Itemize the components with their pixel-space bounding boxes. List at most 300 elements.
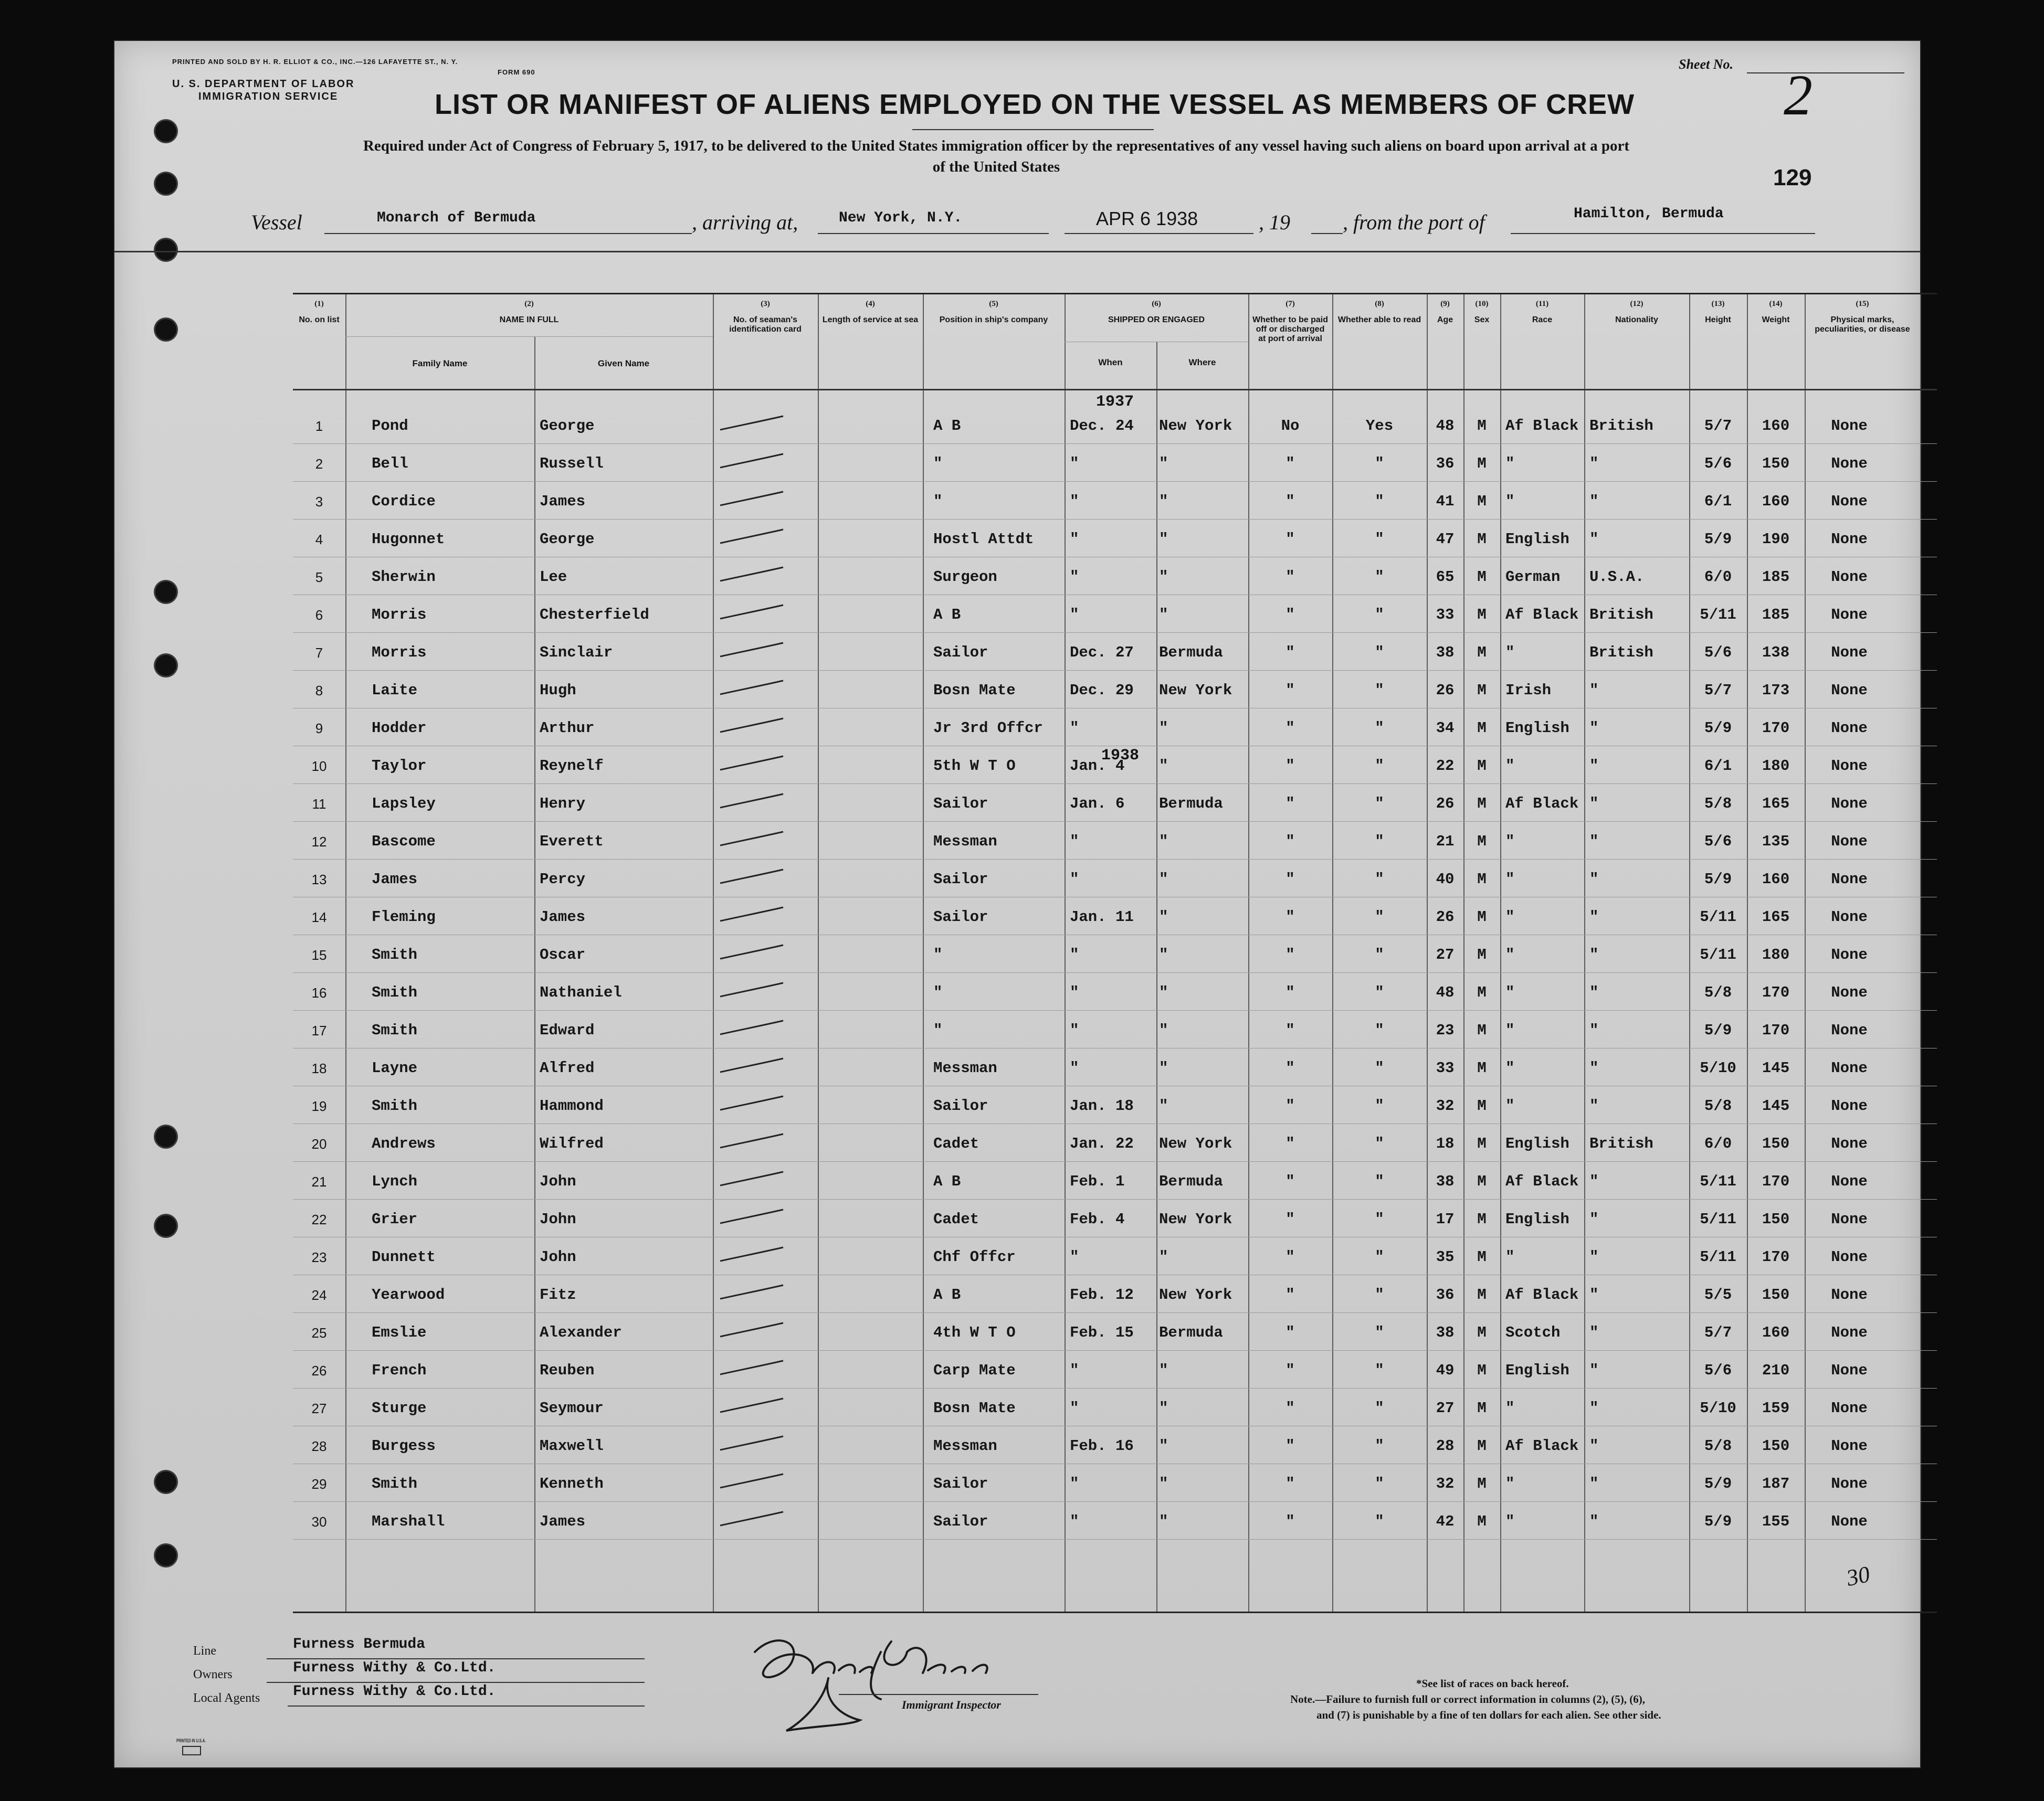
column-header: Age [1437,315,1453,324]
cell-position: Cadet [933,1135,979,1152]
cell-given: James [540,493,586,510]
cell-height: 5/6 [1704,644,1732,661]
cell-family: Taylor [372,757,427,775]
column-header: Race [1532,315,1553,324]
id-card-dash [718,1510,786,1529]
cell-position: Sailor [933,644,988,661]
cell-nat: " [1589,1362,1599,1379]
cell-race: " [1505,984,1515,1001]
cell-given: Fitz [540,1286,576,1304]
cell-paid: " [1286,757,1295,775]
cell-no: 23 [311,1249,327,1265]
cell-position: Sailor [933,871,988,888]
cell-race: " [1505,871,1515,888]
table-row [293,899,1937,936]
column-header: Weight [1762,315,1790,324]
table-row [293,1428,1937,1465]
cell-age: 28 [1436,1437,1455,1455]
cell-where: " [1159,719,1168,737]
cell-sex: M [1477,1022,1487,1039]
cell-given: Nathaniel [540,984,622,1001]
id-card-dash [718,452,786,471]
cell-no: 19 [311,1098,327,1114]
cell-no: 25 [311,1325,327,1341]
cell-where: " [1159,908,1168,926]
id-card-dash [718,1094,786,1113]
cell-age: 32 [1436,1475,1455,1492]
cell-where: " [1159,531,1168,548]
cell-race: " [1505,833,1515,850]
cell-sex: M [1477,1400,1487,1417]
cell-age: 36 [1436,455,1455,472]
cell-marks: None [1831,1362,1868,1379]
column-number: (5) [989,300,998,308]
binder-hole [155,1545,176,1566]
cell-height: 6/1 [1704,757,1732,775]
cell-read: " [1375,795,1384,812]
id-card-dash [718,1396,786,1415]
cell-race: Af Black [1505,795,1579,812]
cell-read: " [1375,1286,1384,1304]
cell-nat: " [1589,871,1599,888]
cell-race: English [1505,1135,1569,1152]
cell-race: Af Black [1505,417,1579,435]
table-row [293,634,1937,671]
cell-marks: None [1831,1135,1868,1152]
cell-age: 23 [1436,1022,1455,1039]
cell-nat: " [1589,1324,1599,1341]
cell-paid: " [1286,946,1295,963]
cell-paid: " [1286,1097,1295,1115]
cell-when: Feb. 4 [1070,1211,1125,1228]
cell-where: " [1159,568,1168,586]
cell-race: Af Black [1505,606,1579,623]
cell-age: 33 [1436,1060,1455,1077]
cell-age: 26 [1436,795,1455,812]
cell-height: 6/1 [1704,493,1732,510]
cell-age: 41 [1436,493,1455,510]
cell-given: Sinclair [540,644,613,661]
cell-age: 27 [1436,1400,1455,1417]
cell-where: Bermuda [1159,1173,1223,1190]
column-number: (15) [1856,300,1869,308]
cell-height: 5/11 [1700,1173,1736,1190]
cell-marks: None [1831,1286,1868,1304]
cell-position: Jr 3rd Offcr [933,719,1043,737]
cell-nat: " [1589,984,1599,1001]
cell-position: A B [933,1286,961,1304]
table-row [293,1163,1937,1200]
cell-read: " [1375,1400,1384,1417]
cell-family: Fleming [372,908,436,926]
cell-age: 38 [1436,644,1455,661]
cell-where: " [1159,1248,1168,1266]
cell-age: 38 [1436,1173,1455,1190]
cell-when: " [1070,1362,1079,1379]
cell-no: 6 [315,607,323,623]
cell-height: 5/9 [1704,1513,1732,1530]
table-row [293,1277,1937,1313]
cell-weight: 160 [1762,493,1790,510]
cell-when: " [1070,455,1079,472]
cell-where: " [1159,455,1168,472]
cell-read: " [1375,871,1384,888]
cell-marks: None [1831,606,1868,623]
id-card-dash [718,1321,786,1340]
table-row [293,1352,1937,1389]
cell-family: French [372,1362,427,1379]
cell-family: Smith [372,1022,418,1039]
line-value: Furness Bermuda [293,1636,426,1652]
cell-weight: 160 [1762,1324,1790,1341]
cell-nat: British [1589,644,1653,661]
cell-read: " [1375,1173,1384,1190]
cell-height: 5/9 [1704,1475,1732,1492]
cell-given: Everett [540,833,604,850]
column-header: Whether able to read [1337,315,1421,324]
cell-position: Sailor [933,1513,988,1530]
cell-marks: None [1831,417,1868,435]
cell-marks: None [1831,871,1868,888]
column-header: Position in ship's company [939,315,1048,324]
column-subheader: Given Name [597,358,650,368]
cell-sex: M [1477,531,1487,548]
cell-no: 4 [315,532,323,547]
id-card-dash [718,754,786,773]
cell-weight: 165 [1762,908,1790,926]
column-subheader: Where [1188,357,1216,367]
cell-nat: " [1589,795,1599,812]
cell-sex: M [1477,1097,1487,1115]
cell-where: " [1159,871,1168,888]
cell-sex: M [1477,795,1487,812]
cell-race: Af Black [1505,1437,1579,1455]
cell-family: Morris [372,644,427,661]
cell-family: Grier [372,1211,418,1228]
binder-hole [155,581,176,602]
cell-when: Jan. 6 [1070,795,1125,812]
cell-paid: " [1286,455,1295,472]
cell-race: " [1505,644,1515,661]
sheet-number: 2 [1784,63,1813,127]
cell-marks: None [1831,1437,1868,1455]
cell-nat: " [1589,1437,1599,1455]
column-subheader: When [1098,357,1123,367]
cell-marks: None [1831,719,1868,737]
column-header: Whether to be paid off or discharged at port of arrival [1252,315,1328,343]
cell-nat: " [1589,1475,1599,1492]
cell-marks: None [1831,1400,1868,1417]
cell-no: 2 [315,456,323,472]
table-row [293,446,1937,482]
cell-family: Lynch [372,1173,418,1190]
cell-when: Jan. 18 [1070,1097,1134,1115]
cell-age: 33 [1436,606,1455,623]
cell-weight: 170 [1762,1022,1790,1039]
cell-age: 42 [1436,1513,1455,1530]
cell-nat: " [1589,455,1599,472]
cell-position: Sailor [933,1475,988,1492]
cell-weight: 135 [1762,833,1790,850]
cell-height: 5/8 [1704,984,1732,1001]
id-card-dash [718,1283,786,1302]
cell-paid: " [1286,908,1295,926]
cell-nat: " [1589,682,1599,699]
cell-no: 17 [311,1023,327,1039]
column-header: Length of service at sea [822,315,919,324]
cell-nat: " [1589,1060,1599,1077]
document-title: LIST OR MANIFEST OF ALIENS EMPLOYED ON THE VESSEL AS MEMBERS OF CREW [435,89,1635,120]
cell-height: 5/10 [1700,1400,1736,1417]
cell-weight: 150 [1762,1437,1790,1455]
subtitle-line: of the United States [932,158,1060,175]
cell-read: " [1375,1475,1384,1492]
cell-no: 10 [311,758,327,774]
cell-height: 5/8 [1704,795,1732,812]
table-row [293,748,1937,785]
binder-hole [155,1126,176,1147]
cell-no: 8 [315,683,323,698]
cell-paid: " [1286,1513,1295,1530]
id-card-dash [718,1472,786,1491]
cell-position: Messman [933,833,997,850]
vessel-name: Monarch of Bermuda [377,210,536,226]
cell-position: " [933,455,943,472]
cell-where: " [1159,1022,1168,1039]
cell-no: 22 [311,1212,327,1227]
from-port: Hamilton, Bermuda [1574,206,1724,222]
cell-height: 5/7 [1704,682,1732,699]
cell-sex: M [1477,1060,1487,1077]
cell-age: 27 [1436,946,1455,963]
cell-when: " [1070,984,1079,1001]
cell-weight: 187 [1762,1475,1790,1492]
cell-marks: None [1831,568,1868,586]
cell-race: English [1505,1362,1569,1379]
cell-nat: British [1589,606,1653,623]
cell-sex: M [1477,908,1487,926]
cell-no: 27 [311,1401,327,1416]
cell-race: " [1505,757,1515,775]
table-row [293,1050,1937,1087]
cell-weight: 173 [1762,682,1790,699]
column-number: (7) [1286,300,1295,308]
cell-weight: 190 [1762,531,1790,548]
cell-sex: M [1477,871,1487,888]
cell-paid: " [1286,1437,1295,1455]
id-card-dash [718,490,786,508]
cell-weight: 170 [1762,719,1790,737]
cell-read: " [1375,644,1384,661]
line-label: Line [193,1644,216,1658]
cell-family: Smith [372,1097,418,1115]
cell-marks: None [1831,1248,1868,1266]
cell-race: English [1505,719,1569,737]
column-number: (10) [1475,300,1489,308]
id-card-dash [718,679,786,697]
year-marker: 1938 [1101,747,1140,765]
cell-sex: M [1477,719,1487,737]
cell-family: Hugonnet [372,531,445,548]
cell-no: 28 [311,1438,327,1454]
cell-when: Dec. 27 [1070,644,1134,661]
cell-paid: " [1286,1173,1295,1190]
note-line: Note.—Failure to furnish full or correct information in columns (2), (5), (6), [1290,1693,1645,1705]
cell-height: 5/9 [1704,531,1732,548]
id-card-dash [718,1056,786,1075]
table-row [293,1239,1937,1276]
cell-weight: 150 [1762,1211,1790,1228]
cell-given: Maxwell [540,1437,604,1455]
cell-given: Arthur [540,719,595,737]
cell-height: 5/7 [1704,417,1732,435]
cell-age: 26 [1436,682,1455,699]
cell-weight: 170 [1762,1248,1790,1266]
cell-family: Sturge [372,1400,427,1417]
cell-age: 17 [1436,1211,1455,1228]
cell-marks: None [1831,493,1868,510]
cell-weight: 170 [1762,984,1790,1001]
inspector-label: Immigrant Inspector [902,1698,1001,1711]
cell-family: Dunnett [372,1248,436,1266]
cell-position: Sailor [933,908,988,926]
cell-weight: 180 [1762,757,1790,775]
cell-height: 6/0 [1704,1135,1732,1152]
cell-sex: M [1477,946,1487,963]
cell-marks: None [1831,455,1868,472]
table-row [293,559,1937,596]
cell-given: Wilfred [540,1135,604,1152]
cell-race: " [1505,455,1515,472]
cell-read: " [1375,568,1384,586]
cell-race: " [1505,1513,1515,1530]
cell-no: 11 [312,796,326,812]
cell-no: 20 [311,1136,327,1152]
cell-position: 5th W T O [933,757,1016,775]
cell-given: Alfred [540,1060,595,1077]
cell-height: 5/5 [1704,1286,1732,1304]
cell-given: Percy [540,871,586,888]
cell-given: Lee [540,568,567,586]
cell-given: Henry [540,795,586,812]
cell-height: 5/8 [1704,1097,1732,1115]
cell-age: 35 [1436,1248,1455,1266]
cell-no: 29 [311,1476,327,1492]
column-number: (12) [1630,300,1643,308]
union-label-emblem [176,1731,208,1767]
note-line: and (7) is punishable by a fine of ten dollars for each alien. See other side. [1316,1709,1661,1721]
cell-weight: 185 [1762,606,1790,623]
cell-sex: M [1477,682,1487,699]
cell-when: Jan. 4 [1070,757,1125,775]
cell-race: German [1505,568,1561,586]
cell-age: 49 [1436,1362,1455,1379]
cell-nat: " [1589,1097,1599,1115]
cell-position: " [933,493,943,510]
cell-read: " [1375,984,1384,1001]
cell-when: Jan. 11 [1070,908,1134,926]
cell-where: " [1159,946,1168,963]
cell-height: 6/0 [1704,568,1732,586]
table-row [293,861,1937,898]
table-row [293,597,1937,633]
cell-age: 36 [1436,1286,1455,1304]
column-header: NAME IN FULL [499,315,559,324]
cell-no: 12 [311,834,327,850]
department-name: U. S. DEPARTMENT OF LABOR [172,78,355,90]
cell-no: 16 [311,985,327,1001]
table-row [293,408,1937,444]
cell-weight: 170 [1762,1173,1790,1190]
cell-where: " [1159,1513,1168,1530]
id-card-dash [718,792,786,811]
cell-race: Af Black [1505,1286,1579,1304]
id-card-dash [718,867,786,886]
table-row [293,1503,1937,1540]
cell-no: 9 [315,721,323,736]
cell-read: " [1375,606,1384,623]
cell-height: 5/6 [1704,1362,1732,1379]
cell-nat: " [1589,493,1599,510]
cell-sex: M [1477,757,1487,775]
cell-paid: " [1286,644,1295,661]
cell-height: 5/11 [1700,606,1736,623]
cell-given: George [540,417,595,435]
manifest-sheet [114,41,1920,1767]
column-number: (6) [1152,300,1161,308]
cell-given: Reuben [540,1362,595,1379]
cell-position: Hostl Attdt [933,531,1034,548]
races-note: *See list of races on back hereof. [1416,1677,1569,1690]
id-card-dash [718,1359,786,1378]
cell-sex: M [1477,1324,1487,1341]
id-card-dash [718,943,786,962]
cell-family: Yearwood [372,1286,445,1304]
cell-weight: 150 [1762,1286,1790,1304]
form-number: FORM 690 [498,68,535,76]
cell-sex: M [1477,455,1487,472]
cell-nat: " [1589,833,1599,850]
cell-sex: M [1477,606,1487,623]
cell-where: Bermuda [1159,1324,1223,1341]
cell-weight: 150 [1762,455,1790,472]
cell-paid: " [1286,1475,1295,1492]
cell-paid: " [1286,984,1295,1001]
cell-where: New York [1159,682,1232,699]
cell-age: 48 [1436,984,1455,1001]
column-header: No. of seaman's identification card [729,315,802,334]
cell-given: John [540,1248,576,1266]
cell-given: James [540,908,586,926]
cell-paid: " [1286,719,1295,737]
column-number: (8) [1375,300,1384,308]
cell-age: 38 [1436,1324,1455,1341]
cell-when: Feb. 15 [1070,1324,1134,1341]
cell-family: Pond [372,417,408,435]
cell-no: 18 [311,1061,327,1076]
cell-read: " [1375,1513,1384,1530]
cell-family: Sherwin [372,568,436,586]
cell-family: Morris [372,606,427,623]
cell-paid: " [1286,1211,1295,1228]
column-header: Nationality [1615,315,1658,324]
footnote-block [1290,1676,1815,1723]
cell-family: Smith [372,946,418,963]
cell-marks: None [1831,644,1868,661]
union-label-text: PRINTED IN U.S.A. [176,1738,206,1743]
cell-no: 1 [315,418,323,434]
cell-marks: None [1831,1513,1868,1530]
